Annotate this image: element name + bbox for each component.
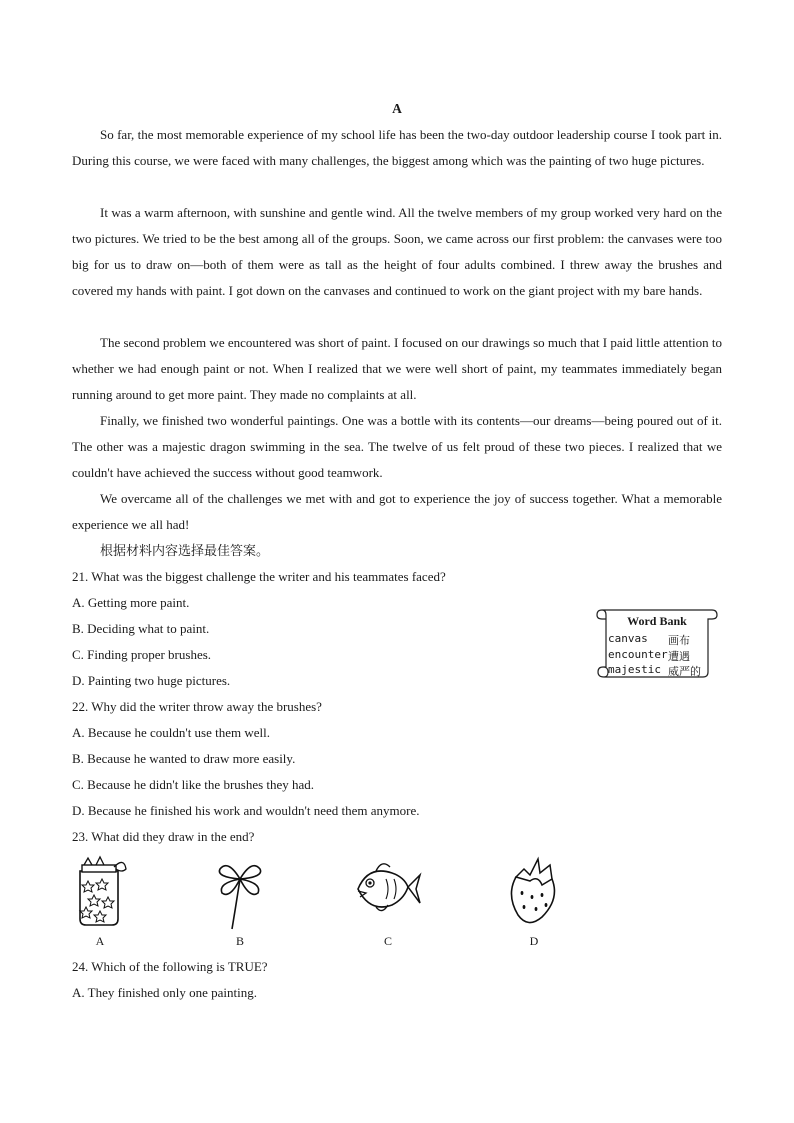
picture-label-c: C bbox=[383, 934, 392, 948]
word-bank-entry bbox=[608, 663, 701, 678]
word-bank-chinese: 遭遇 bbox=[668, 650, 690, 663]
instruction: 根据材料内容选择最佳答案。 bbox=[100, 544, 270, 559]
fish-icon[interactable] bbox=[352, 855, 422, 921]
question-21-option-d[interactable]: D. Painting two huge pictures. bbox=[72, 673, 231, 688]
word-bank bbox=[596, 606, 718, 680]
question-22-option-c[interactable]: C. Because he didn't like the brushes they had. bbox=[72, 777, 315, 792]
question-21-option-a[interactable]: A. Getting more paint. bbox=[72, 595, 190, 610]
passage-paragraph-2: It was a warm afternoon, with sunshine and gentle wind. All the twelve members of my group worked very hard on the two pictures. We tried to be the best among all of the groups. Soon, we came across our first problem: the canvases were too big for us to draw on—both of them were as tall as the height of four adults combined. I threw away the brushes and covered my hands with paint. I got down on the canvases and continued to work on the giant project with my bare hands. bbox=[72, 205, 722, 298]
question-21-option-b[interactable]: B. Deciding what to paint. bbox=[72, 621, 210, 636]
question-23-stem: 23. What did they draw in the end? bbox=[72, 829, 255, 844]
word-bank-english: majestic bbox=[608, 663, 661, 676]
word-bank-english: encounter bbox=[608, 648, 668, 661]
passage-paragraph-5: We overcame all of the challenges we met with and got to experience the joy of success together. What a memorable experience we all had! bbox=[72, 491, 722, 532]
question-22-option-d[interactable]: D. Because he finished his work and wouldn't need them anymore. bbox=[72, 803, 420, 818]
word-bank-chinese: 威严的 bbox=[668, 665, 701, 678]
word-bank-chinese: 画布 bbox=[668, 634, 690, 647]
question-24-option-a[interactable]: A. They finished only one painting. bbox=[72, 985, 257, 1000]
four-leaf-clover-icon[interactable] bbox=[210, 855, 270, 931]
picture-label-d: D bbox=[529, 934, 539, 948]
question-21-stem: 21. What was the biggest challenge the writer and his teammates faced? bbox=[72, 569, 446, 584]
passage-paragraph-4: Finally, we finished two wonderful paintings. One was a bottle with its contents—our dreams—being poured out of it. The other was a majestic dragon swimming in the sea. The twelve of us felt proud of these two pieces. I realized that we couldn't have achieved the success without good teamwork. bbox=[72, 413, 722, 480]
passage-paragraph-3: The second problem we encountered was short of paint. I focused on our drawings so much that I paid little attention to whether we had enough paint or not. When I realized that we were well short of paint, my teammates immediately began running around to get more paint. They made no complaints at all. bbox=[72, 335, 722, 402]
passage-title: A bbox=[392, 101, 402, 116]
picture-label-b: B bbox=[235, 934, 244, 948]
question-21-option-c[interactable]: C. Finding proper brushes. bbox=[72, 647, 212, 662]
star-jar-icon[interactable] bbox=[70, 855, 130, 927]
passage-paragraph-1: So far, the most memorable experience of my school life has been the two-day outdoor leadership course I took part in. During this course, we were faced with many challenges, the biggest among which was the painting of two huge pictures. bbox=[72, 127, 722, 168]
word-bank-title: Word Bank bbox=[627, 614, 687, 628]
word-bank-entry bbox=[608, 648, 690, 663]
strawberry-icon[interactable] bbox=[502, 855, 566, 927]
question-24-stem: 24. Which of the following is TRUE? bbox=[72, 959, 268, 974]
picture-label-a: A bbox=[95, 934, 105, 948]
question-22-option-a[interactable]: A. Because he couldn't use them well. bbox=[72, 725, 271, 740]
word-bank-english: canvas bbox=[608, 632, 648, 645]
question-22-stem: 22. Why did the writer throw away the brushes? bbox=[72, 699, 322, 714]
word-bank-entry bbox=[608, 632, 690, 647]
question-22-option-b[interactable]: B. Because he wanted to draw more easily. bbox=[72, 751, 296, 766]
